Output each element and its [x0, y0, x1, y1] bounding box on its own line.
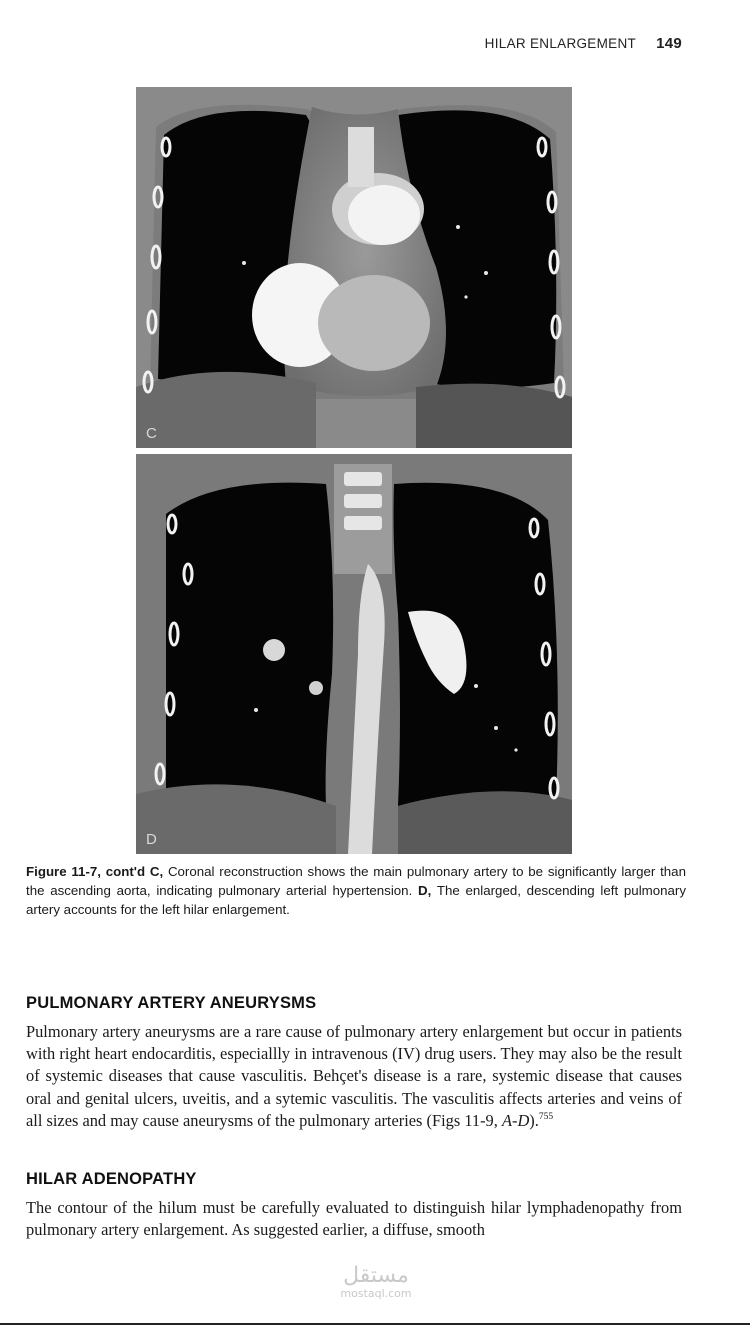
citation-superscript: 755 — [538, 1111, 554, 1122]
figure-panel-c — [136, 87, 572, 448]
ct-image-c — [136, 87, 572, 448]
paragraph-aneurysms — [26, 1021, 682, 1132]
page-number: 149 — [656, 35, 682, 52]
paragraph-adenopathy: The contour of the hilum must be carefully evaluated to distinguish hilar lymphadenopathy from pulmonary artery enlargement. As suggested earlier, a diffuse, smooth — [26, 1198, 682, 1240]
running-head — [485, 35, 682, 52]
section-heading-aneurysms: PULMONARY ARTERY ANEURYSMS — [26, 994, 317, 1012]
pulmonary-artery-c — [348, 185, 420, 245]
caption-c-marker: C, — [149, 864, 164, 879]
figure-caption — [26, 862, 686, 919]
figure-reference: A-D — [501, 1110, 530, 1130]
watermark-url: mostaql.com — [340, 1287, 412, 1300]
caption-c-text: Coronal reconstruction shows the main pulmonary artery to be significantly larger than the ascending aorta, indicating pulmonary arterial hypertension. — [26, 864, 686, 898]
caption-label: Figure 11-7, cont'd — [26, 864, 146, 879]
aneurysms-text: Pulmonary artery aneurysms are a rare cause of pulmonary artery enlargement but occur in patients with right heart endocarditis, especiallly in intravenous (IV) drug users. They may also be the result of systemic diseases that cause vasculitis. Behçet's disease is a rare, systemic disease that causes oral and genital ulcers, uveitis, and a sytemic vasculitis. The vasculitis affects arteries and veins of all sizes and may cause aneurysms of the pulmonary arteries (Figs 11-9, — [26, 1022, 682, 1130]
watermark — [326, 1264, 426, 1300]
section-heading-adenopathy: HILAR ADENOPATHY — [26, 1170, 197, 1188]
panel-label-c: C — [146, 425, 157, 442]
watermark-logo-text: مستقل — [343, 1263, 409, 1288]
running-head-title: HILAR ENLARGEMENT — [484, 36, 637, 51]
figure-panel-d — [136, 454, 572, 854]
bottom-divider — [0, 1323, 750, 1325]
caption-d-text: The enlarged, descending left pulmonary artery accounts for the left hilar enlargement. — [26, 883, 686, 917]
caption-d-marker: D, — [418, 883, 432, 898]
aneurysms-text-close: ). — [529, 1110, 539, 1130]
ct-image-d — [136, 454, 572, 854]
panel-label-d: D — [146, 831, 157, 848]
